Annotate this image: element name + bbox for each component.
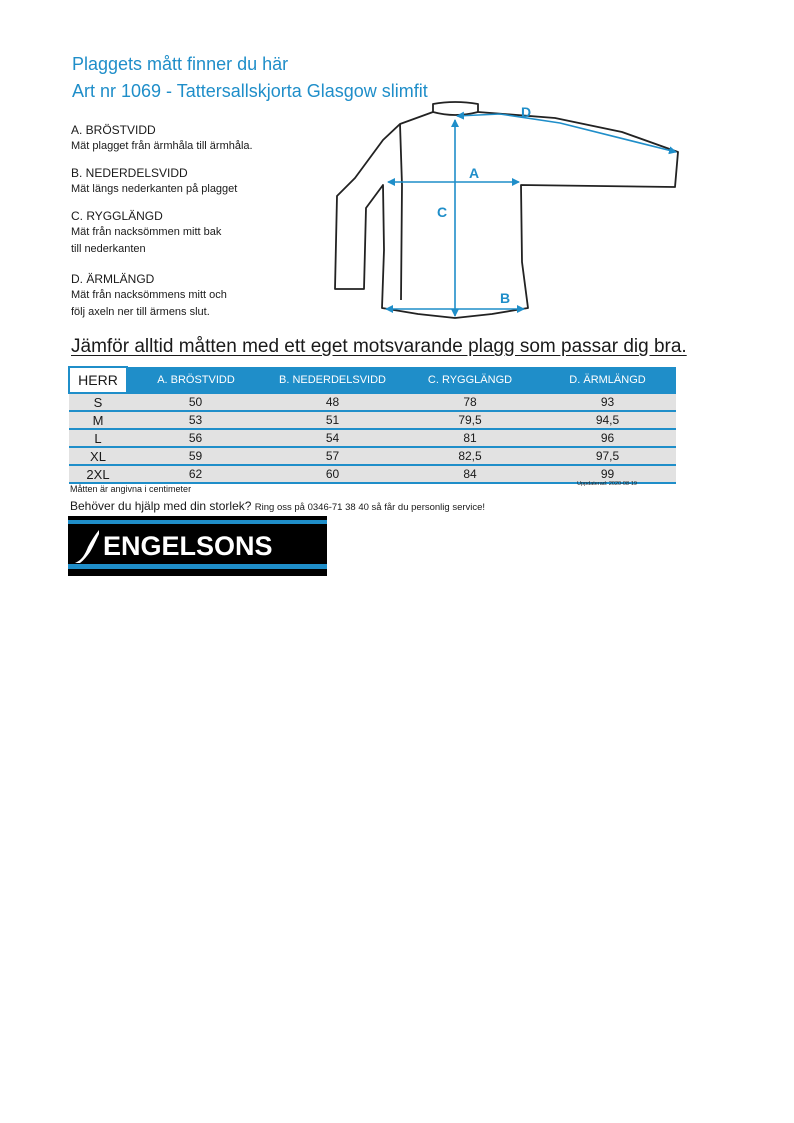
measure-c-desc-1: Mät från nacksömmen mitt bak (71, 226, 222, 238)
size-cell: XL (69, 447, 127, 465)
column-header-nederdelsvidd: B. NEDERDELSVIDD (264, 367, 401, 393)
logo-wordmark: ENGELSONS (103, 531, 273, 561)
table-cell: 59 (127, 447, 264, 465)
measure-c-desc-2: till nederkanten (71, 243, 146, 255)
shirt-outline (335, 102, 678, 318)
label-a: A (469, 165, 480, 181)
table-cell: 57 (264, 447, 401, 465)
table-cell: 81 (401, 429, 539, 447)
shirt-diagram (325, 95, 690, 325)
table-row (69, 393, 676, 411)
label-b: B (500, 290, 511, 306)
table-cell: 51 (264, 411, 401, 429)
column-header-armlangd: D. ÄRMLÄNGD (539, 367, 676, 393)
table-header-row (69, 367, 676, 393)
measure-b-desc: Mät längs nederkanten på plagget (71, 183, 238, 195)
table-cell: 54 (264, 429, 401, 447)
logo-stripe-top (68, 520, 327, 524)
help-question: Behöver du hjälp med din storlek? (70, 499, 252, 513)
table-cell: 94,5 (539, 411, 676, 429)
size-cell: M (69, 411, 127, 429)
measure-d-desc-1: Mät från nacksömmens mitt och (71, 289, 227, 301)
measure-d-desc-2: följ axeln ner till ärmens slut. (71, 306, 210, 318)
table-cell: 56 (127, 429, 264, 447)
updated-date: Uppdaterad: 2020-08-19 (577, 481, 637, 487)
measure-a-heading: A. BRÖSTVIDD (71, 123, 156, 137)
table-cell: 53 (127, 411, 264, 429)
column-header-brostvidd: A. BRÖSTVIDD (127, 367, 264, 393)
table-cell: 50 (127, 393, 264, 411)
page-title: Plaggets mått finner du här (72, 54, 289, 74)
table-cell: 62 (127, 465, 264, 483)
logo-stripe-bottom (68, 564, 327, 569)
column-header-rygglangd: C. RYGGLÄNGD (401, 367, 539, 393)
label-c: C (437, 204, 448, 220)
measure-b-heading: B. NEDERDELSVIDD (71, 166, 188, 180)
unit-note: Måtten är angivna i centimeter (70, 484, 192, 494)
engelsons-logo (68, 516, 327, 576)
table-cell: 99 (539, 465, 676, 483)
table-row (69, 447, 676, 465)
help-contact: Ring oss på 0346-71 38 40 så får du personlig service! (254, 502, 486, 513)
label-d: D (521, 104, 532, 120)
table-cell: 84 (401, 465, 539, 483)
table-cell: 60 (264, 465, 401, 483)
measure-d-heading: D. ÄRMLÄNGD (71, 272, 155, 286)
size-table (68, 366, 676, 484)
help-line (70, 499, 485, 513)
table-cell: 48 (264, 393, 401, 411)
table-corner-herr: HERR (69, 367, 127, 393)
size-cell: 2XL (69, 465, 127, 483)
measure-a-desc: Mät plagget från ärmhåla till ärmhåla. (71, 140, 253, 152)
table-cell: 82,5 (401, 447, 539, 465)
size-cell: L (69, 429, 127, 447)
compare-advice: Jämför alltid måtten med ett eget motsvarande plagg som passar dig bra. (71, 336, 687, 357)
measure-c-heading: C. RYGGLÄNGD (71, 209, 163, 223)
size-cell: S (69, 393, 127, 411)
table-cell: 93 (539, 393, 676, 411)
table-row (69, 411, 676, 429)
table-cell: 97,5 (539, 447, 676, 465)
table-cell: 96 (539, 429, 676, 447)
table-cell: 79,5 (401, 411, 539, 429)
article-subtitle: Art nr 1069 - Tattersallskjorta Glasgow slimfit (72, 81, 428, 101)
table-row (69, 429, 676, 447)
table-cell: 78 (401, 393, 539, 411)
